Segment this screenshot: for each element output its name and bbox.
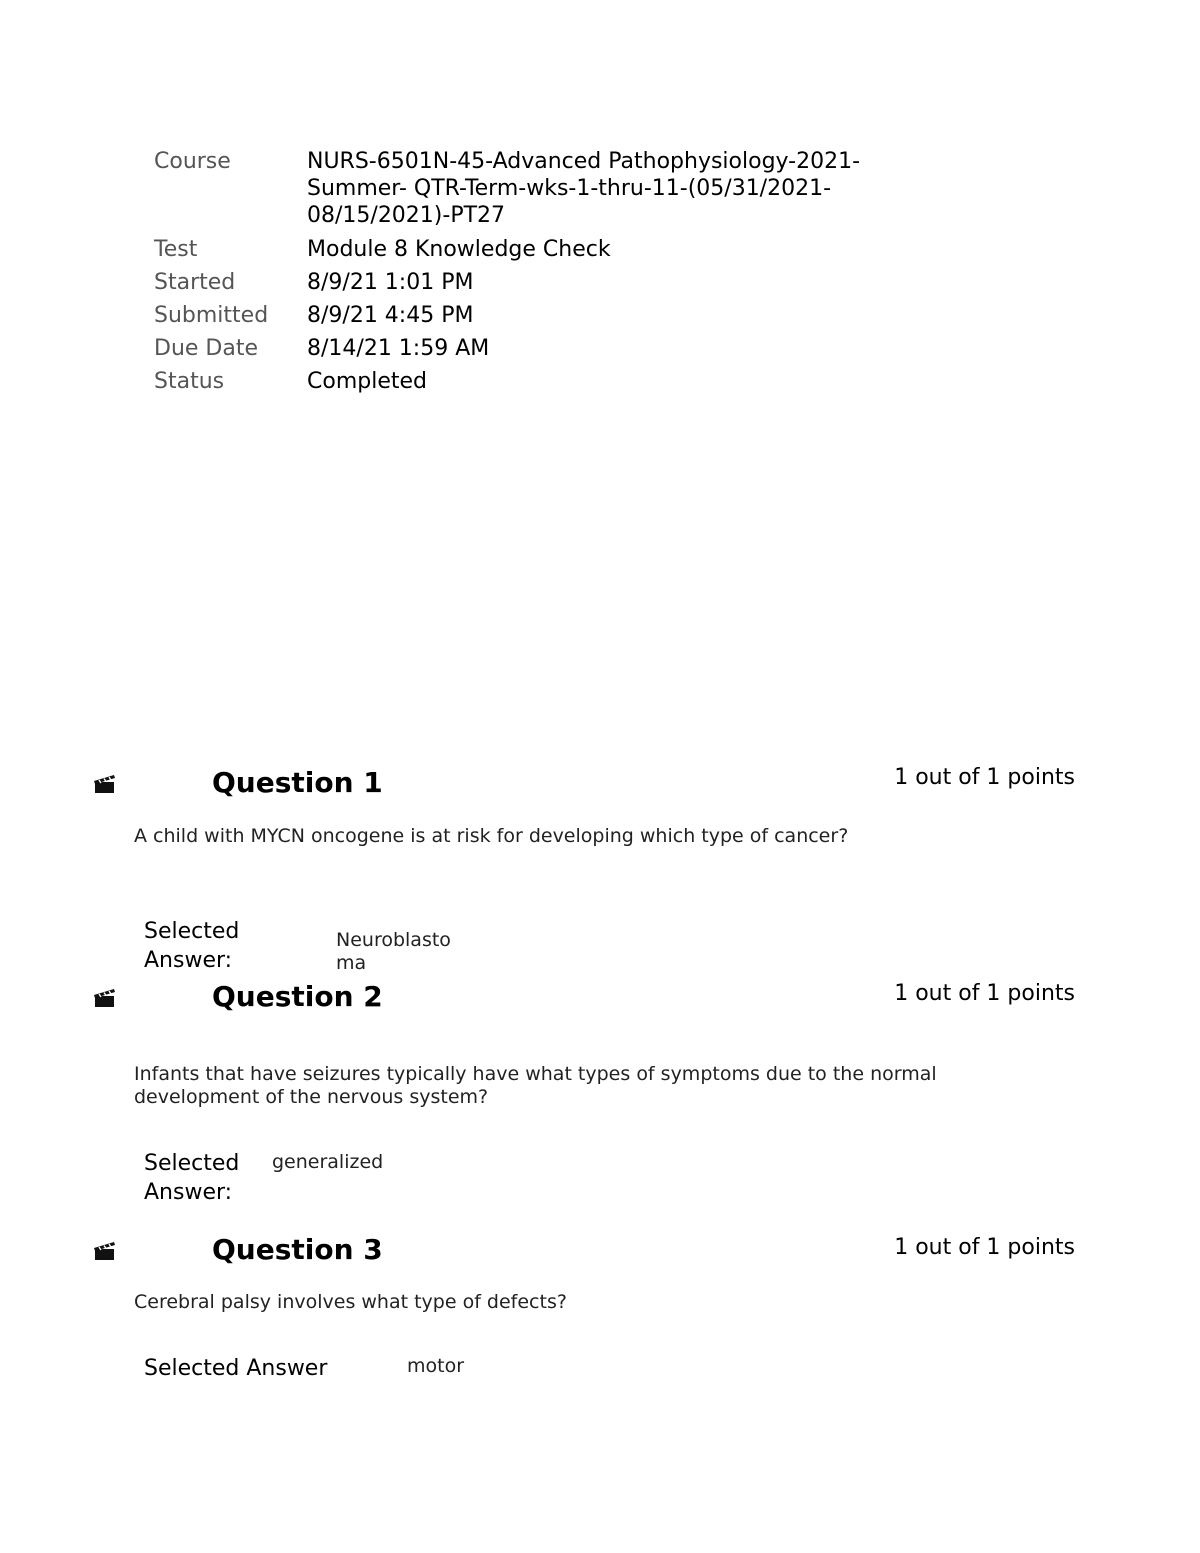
due-date-value: 8/14/21 1:59 AM xyxy=(307,336,490,361)
question-title: Question 2 xyxy=(212,980,383,1013)
question-text: Infants that have seizures typically have what types of symptoms due to the normal development of the nervous system? xyxy=(134,1063,937,1108)
question-title: Question 3 xyxy=(212,1233,383,1266)
question-text: Cerebral palsy involves what type of defects? xyxy=(134,1291,567,1313)
submitted-value: 8/9/21 4:45 PM xyxy=(307,303,474,328)
question-points: 1 out of 1 points xyxy=(894,981,1075,1006)
started-label: Started xyxy=(154,270,236,295)
selected-answer-value: motor xyxy=(407,1355,465,1377)
due-date-label: Due Date xyxy=(154,336,258,361)
clapperboard-icon xyxy=(93,987,117,1009)
clapperboard-icon xyxy=(93,773,117,795)
question-text: A child with MYCN oncogene is at risk for developing which type of cancer? xyxy=(134,825,849,847)
clapperboard-icon xyxy=(93,1240,117,1262)
selected-answer-label: Selected Answer: xyxy=(144,1151,240,1205)
status-value: Completed xyxy=(307,369,427,394)
status-label: Status xyxy=(154,369,225,394)
question-points: 1 out of 1 points xyxy=(894,765,1075,790)
course-label: Course xyxy=(154,149,231,174)
submitted-label: Submitted xyxy=(154,303,269,328)
selected-answer-value: generalized xyxy=(272,1151,384,1173)
selected-answer-label: Selected Answer xyxy=(144,1356,328,1381)
question-points: 1 out of 1 points xyxy=(894,1235,1075,1260)
question-title: Question 1 xyxy=(212,766,383,799)
test-label: Test xyxy=(154,237,198,262)
started-value: 8/9/21 1:01 PM xyxy=(307,270,474,295)
selected-answer-value: Neuroblasto ma xyxy=(336,929,451,974)
test-value: Module 8 Knowledge Check xyxy=(307,237,611,262)
selected-answer-label: Selected Answer: xyxy=(144,919,240,973)
course-value: NURS-6501N-45-Advanced Pathophysiology-2021-Summer- QTR-Term-wks-1-thru-11-(05/31/2021-08/15/2021)-PT27 xyxy=(307,149,861,228)
